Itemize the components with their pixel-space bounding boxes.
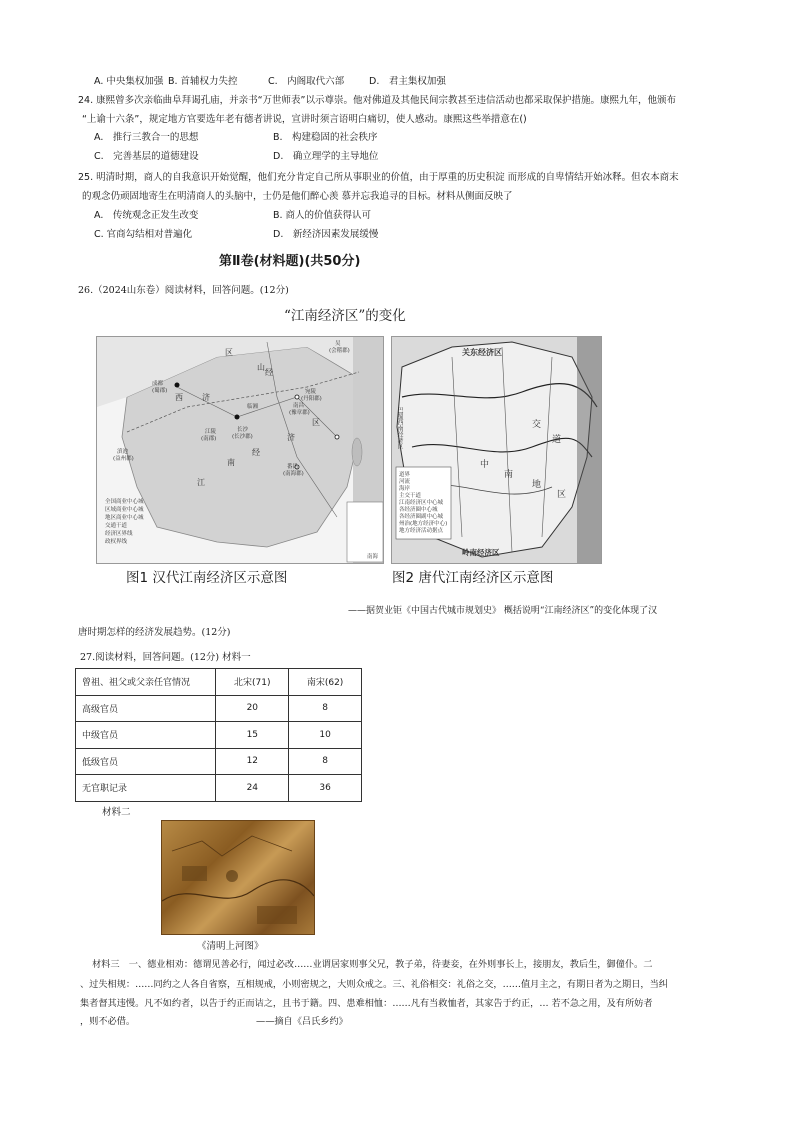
map2-legend-item: 江南经济区中心城 bbox=[399, 500, 444, 506]
map1-label: 经 bbox=[252, 448, 260, 457]
q23-option-c: C. 内阁取代六部 bbox=[268, 76, 345, 87]
map2-label: 道 bbox=[552, 435, 562, 445]
q24-stem-line2: “上谕十六条”，规定地方官要选年老有德者讲说，宣讲时须言语明白痛切，使人感动。康熙这些举措意在() bbox=[82, 114, 527, 125]
table-cell: 24 bbox=[216, 775, 289, 802]
map1-label: 南 bbox=[227, 458, 235, 467]
section-title: 第Ⅱ卷(材料题)(共50分) bbox=[219, 254, 361, 269]
map1-label: (益州郡) bbox=[113, 456, 134, 462]
map1-label: 区 bbox=[225, 348, 233, 357]
map1-label: 成都 bbox=[152, 381, 164, 387]
material3-source: ——摘自《吕氏乡约》 bbox=[256, 1016, 348, 1027]
q24-option-c: C. 完善基层的道德建设 bbox=[94, 151, 199, 162]
q25-option-c: C. 官商勾结相对普遍化 bbox=[94, 229, 193, 240]
table-cell: 12 bbox=[216, 748, 289, 775]
map1-label: 番禺 bbox=[287, 464, 299, 470]
q23-option-d: D. 君主集权加强 bbox=[369, 76, 446, 87]
map1-legend-item: 地区商业中心城 bbox=[105, 515, 144, 521]
table-cell: 中级官员 bbox=[76, 722, 216, 749]
table-cell: 20 bbox=[216, 695, 289, 722]
map2-legend-item: 各经济圈副中心城 bbox=[399, 514, 444, 520]
map1-label: (长沙郡) bbox=[232, 434, 253, 440]
q25-stem-line1: 25. 明清时期，商人的自我意识开始觉醒，他们充分肯定自己所从事职业的价值，由于厚重的历史积淀 而形成的自卑情结开始冰释。但农本商末 bbox=[78, 172, 679, 183]
map1-label: (南海郡) bbox=[283, 471, 304, 477]
q24-stem-line1: 24. 康熙曾多次亲临曲阜拜谒孔庙，并亲书“万世师表”以示尊崇。他对佛道及其他民间宗教甚至违信活动也都采取保护措施。康熙九年，他颁布 bbox=[78, 95, 676, 106]
figure-title: “江南经济区”的变化 bbox=[284, 308, 406, 324]
map2-label: 南 bbox=[504, 470, 514, 480]
q23-option-a: A. 中央集权加强 bbox=[94, 76, 164, 87]
map1-label: (蜀郡) bbox=[152, 388, 168, 394]
painting-caption: 《清明上河图》 bbox=[197, 941, 264, 952]
map1-label: 济 bbox=[287, 433, 295, 442]
table-cell: 无官职记录 bbox=[76, 775, 216, 802]
q25-stem-line2: 的观念仍顽固地寄生在明清商人的头脑中，士仍是他们醉心羡 慕并忘我追寻的目标。材料从侧面反映了 bbox=[82, 191, 513, 202]
q26-source: ——据贺业钜《中国古代城市规划史》 概括说明“江南经济区”的变化体现了汉 bbox=[348, 606, 658, 616]
table-header-cell: 曾祖、祖父或父亲任官情况 bbox=[76, 669, 216, 696]
map2-label: 中 bbox=[480, 460, 490, 470]
map2-legend-item: 河流 bbox=[399, 479, 411, 485]
map1-label: 南昌 bbox=[293, 403, 305, 409]
map1-label: 南海 bbox=[367, 554, 379, 560]
map-tang-jiangnan bbox=[391, 336, 602, 564]
map2-caption: 图2 唐代江南经济区示意图 bbox=[392, 570, 554, 586]
table-cell: 15 bbox=[216, 722, 289, 749]
table-cell: 10 bbox=[289, 722, 362, 749]
painting-texture bbox=[162, 821, 314, 934]
map1-label: 西 bbox=[175, 393, 183, 402]
map1-label: 江 bbox=[197, 478, 205, 487]
map1-label: (丹阳郡) bbox=[301, 396, 322, 402]
q24-option-b: B. 构建稳固的社会秩序 bbox=[273, 132, 378, 143]
q25-option-b: B. 商人的价值获得认可 bbox=[273, 210, 372, 221]
map1-legend-item: 区域商业中心城 bbox=[105, 507, 144, 513]
table-header-row bbox=[76, 669, 362, 696]
map1-legend-item: 经济区界线 bbox=[105, 531, 133, 537]
map1-label: 经 bbox=[265, 368, 273, 377]
map2-label: 关东经济区 bbox=[462, 348, 502, 357]
table-header-cell: 北宋(71) bbox=[216, 669, 289, 696]
table-row bbox=[76, 722, 362, 749]
map1-legend-item: 全国商业中心城 bbox=[105, 499, 144, 505]
material3-line1: 材料三 一、德业相劝：德谓见善必行，闻过必改……业谓居家则事父兄，教子弟，待妻妾，在外则事长上，接朋友，教后生，御僮仆。二 bbox=[92, 959, 653, 970]
map2-label: 区 bbox=[557, 490, 567, 500]
map1-legend-item: 交通干道 bbox=[105, 523, 128, 529]
map2-legend-item: 地方经济活动据点 bbox=[399, 528, 444, 534]
q24-option-a: A. 推行三教合一的思想 bbox=[94, 132, 199, 143]
map1-label: (豫章郡) bbox=[289, 410, 310, 416]
q25-option-d: D. 新经济因素发展缓慢 bbox=[273, 229, 379, 240]
material2-label: 材料二 bbox=[102, 807, 131, 818]
map2-label: 岭南经济区 bbox=[462, 548, 500, 557]
table-row bbox=[76, 775, 362, 802]
map-han-drawing bbox=[97, 337, 383, 563]
map1-legend-item: 政权界线 bbox=[105, 539, 128, 545]
map2-legend-item: 州治(地方经济中心) bbox=[399, 521, 448, 527]
q27-intro: 27.阅读材料，回答问题。(12分) 材料一 bbox=[80, 652, 251, 663]
map2-legend-item: 海岸 bbox=[399, 486, 411, 492]
map2-label: 地 bbox=[532, 480, 542, 490]
table-cell: 8 bbox=[289, 748, 362, 775]
table-cell: 36 bbox=[289, 775, 362, 802]
material3-line2: 、过失相规：……同约之人各自省察，互相规戒，小则密规之，大则众戒之。三、礼俗相交：礼俗之交，……值月主之，有期日者为之期日，当纠 bbox=[80, 979, 668, 990]
table-cell: 高级官员 bbox=[76, 695, 216, 722]
map1-label: 滇池 bbox=[117, 449, 129, 455]
material3-line3: 集者督其违慢。凡不如约者，以告于约正而诘之，且书于籍。四、患难相恤：……凡有当救恤者，其家告于约正，… 若不急之用，及有所妨者 bbox=[80, 998, 653, 1009]
q26-intro: 26.（2024山东卷）阅读材料，回答问题。(12分) bbox=[78, 285, 289, 296]
table-row bbox=[76, 695, 362, 722]
map1-label: 区 bbox=[312, 418, 320, 427]
official-background-table bbox=[75, 668, 362, 802]
map2-legend-item: 道界 bbox=[399, 472, 411, 478]
map1-label: 济 bbox=[202, 393, 210, 402]
q23-option-b: B. 首辅权力失控 bbox=[168, 76, 238, 87]
q25-option-a: A. 传统观念正发生改变 bbox=[94, 210, 199, 221]
map1-label: 吴 bbox=[335, 341, 341, 347]
map2-legend-item: 各经济圈中心城 bbox=[399, 507, 438, 513]
map1-label: (南郡) bbox=[201, 436, 217, 442]
map1-label: 宛陵 bbox=[305, 389, 317, 395]
table-header-cell: 南宋(62) bbox=[289, 669, 362, 696]
map1-label: 山 bbox=[257, 363, 265, 372]
map1-label: 长沙 bbox=[237, 427, 249, 433]
map-han-jiangnan bbox=[96, 336, 384, 564]
map2-label: 交 bbox=[532, 420, 542, 430]
table-row bbox=[76, 748, 362, 775]
map1-caption: 图1 汉代江南经济区示意图 bbox=[126, 570, 288, 586]
q24-option-d: D. 确立理学的主导地位 bbox=[273, 151, 379, 162]
map1-label: (会稽郡) bbox=[329, 348, 350, 354]
q26-question-end: 唐时期怎样的经济发展趋势。(12分) bbox=[78, 627, 231, 638]
table-cell: 8 bbox=[289, 695, 362, 722]
map1-label: 江陵 bbox=[205, 429, 217, 435]
table-cell: 低级官员 bbox=[76, 748, 216, 775]
qingming-painting-image bbox=[161, 820, 315, 935]
map2-label: 巴蜀西南经济区 bbox=[396, 407, 403, 449]
material3-line4: ，则不必借。 bbox=[80, 1016, 136, 1027]
map1-label: 临湘 bbox=[247, 404, 259, 410]
map2-legend-item: 主交干道 bbox=[399, 493, 422, 499]
